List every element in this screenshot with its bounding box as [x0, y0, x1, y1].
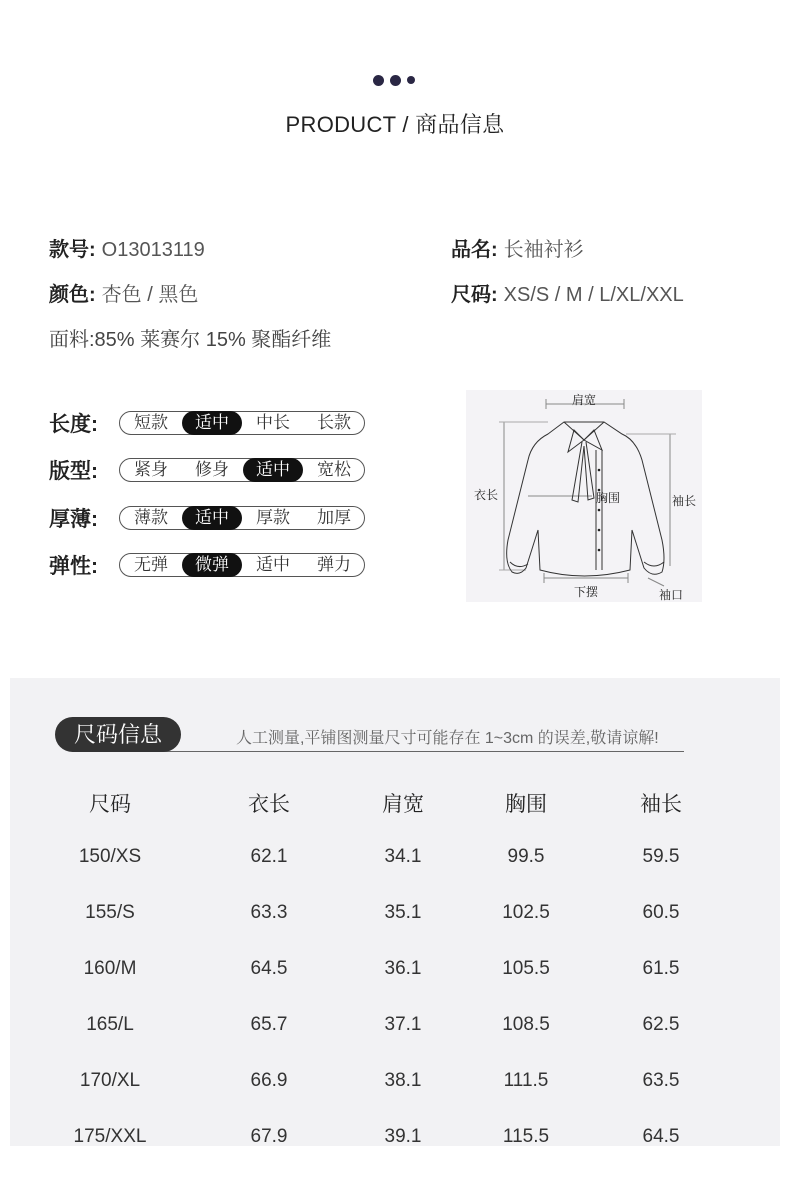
product-name-label: 品名: — [451, 239, 498, 261]
table-row-size: 165/L — [86, 1014, 134, 1035]
table-cell: 66.9 — [250, 1070, 288, 1091]
measurement-note: 人工测量,平铺图测量尺寸可能存在 1~3cm 的误差,敬请谅解! — [236, 730, 659, 747]
table-header-cell: 衣长 — [248, 793, 290, 816]
table-cell: 37.1 — [384, 1014, 422, 1035]
dot-icon — [390, 75, 401, 86]
table-cell: 64.5 — [250, 958, 288, 979]
style-number-value: O13013119 — [101, 239, 205, 261]
attribute-option[interactable]: 薄款 — [134, 508, 168, 527]
measurement-diagram — [466, 390, 702, 602]
section-dots-icon — [373, 73, 421, 87]
table-cell: 35.1 — [384, 902, 422, 923]
attribute-selector — [119, 411, 365, 435]
table-row-size: 170/XL — [79, 1070, 141, 1091]
attribute-row — [49, 551, 365, 579]
diagram-label-hem: 下摆 — [574, 585, 599, 599]
table-cell: 99.5 — [507, 846, 545, 867]
page-title: PRODUCT / 商品信息 — [285, 112, 505, 137]
attribute-option[interactable]: 紧身 — [134, 460, 168, 479]
table-header-cell: 胸围 — [505, 793, 547, 816]
attribute-selector — [119, 553, 365, 577]
table-cell: 63.3 — [250, 902, 288, 923]
divider — [160, 751, 684, 752]
table-cell: 63.5 — [642, 1070, 680, 1091]
table-cell: 59.5 — [642, 846, 680, 867]
diagram-label-chest: 胸围 — [596, 491, 621, 505]
attribute-label: 长度: — [49, 413, 98, 436]
attribute-selector — [119, 506, 365, 530]
style-number — [49, 233, 205, 262]
table-cell: 38.1 — [384, 1070, 422, 1091]
attribute-row — [49, 504, 365, 532]
product-sizes-value: XS/S / M / L/XL/XXL — [503, 284, 684, 306]
attribute-option[interactable]: 短款 — [134, 413, 168, 432]
table-header-cell: 尺码 — [89, 793, 131, 816]
attribute-option[interactable]: 适中 — [182, 411, 242, 435]
table-header-cell: 肩宽 — [382, 793, 424, 816]
diagram-label-sleeve: 袖长 — [672, 494, 697, 508]
diagram-label-shoulder: 肩宽 — [572, 393, 597, 407]
attribute-option[interactable]: 长款 — [317, 413, 351, 432]
product-sizes — [451, 278, 684, 307]
attribute-option[interactable]: 适中 — [182, 506, 242, 530]
attribute-option[interactable]: 修身 — [195, 460, 229, 479]
table-cell: 36.1 — [384, 958, 422, 979]
attribute-selector — [119, 458, 365, 482]
table-cell: 115.5 — [502, 1126, 550, 1146]
dot-icon — [373, 75, 384, 86]
product-color-label: 颜色: — [49, 284, 96, 306]
attribute-label: 版型: — [49, 460, 98, 483]
table-cell: 60.5 — [642, 902, 680, 923]
table-cell: 61.5 — [642, 958, 680, 979]
table-row-size: 155/S — [85, 902, 135, 923]
table-cell: 64.5 — [642, 1126, 680, 1146]
diagram-label-length: 衣长 — [474, 488, 499, 502]
table-row-size: 150/XS — [78, 846, 142, 867]
table-cell: 108.5 — [502, 1014, 550, 1035]
attribute-row — [49, 409, 365, 437]
product-fabric: 面料:85% 莱赛尔 15% 聚酯纤维 — [49, 329, 332, 351]
table-cell: 105.5 — [502, 958, 550, 979]
size-info-badge: 尺码信息 — [55, 717, 181, 752]
attribute-label: 厚薄: — [49, 508, 98, 531]
table-header-cell: 袖长 — [640, 793, 682, 816]
product-color-value: 杏色 / 黑色 — [101, 284, 199, 306]
attribute-option[interactable]: 弹力 — [317, 555, 351, 574]
attribute-option[interactable]: 微弹 — [182, 553, 242, 577]
table-cell: 62.5 — [642, 1014, 680, 1035]
dot-icon — [407, 76, 415, 84]
product-name — [451, 233, 584, 262]
table-row-size: 160/M — [83, 958, 137, 979]
product-sizes-label: 尺码: — [451, 284, 498, 306]
table-cell: 34.1 — [384, 846, 422, 867]
product-name-value: 长袖衬衫 — [503, 239, 584, 261]
diagram-label-cuff: 袖口 — [659, 588, 684, 602]
attribute-row — [49, 456, 365, 484]
attribute-label: 弹性: — [49, 555, 98, 578]
shirt-outline-icon — [466, 390, 702, 602]
attribute-option[interactable]: 宽松 — [317, 460, 351, 479]
attribute-option[interactable]: 厚款 — [256, 508, 290, 527]
attribute-option[interactable]: 适中 — [243, 458, 303, 482]
style-number-label: 款号: — [49, 239, 96, 261]
table-cell: 67.9 — [250, 1126, 288, 1146]
attribute-option[interactable]: 无弹 — [134, 555, 168, 574]
size-info-panel — [10, 678, 780, 1146]
table-cell: 102.5 — [502, 902, 550, 923]
table-cell: 111.5 — [503, 1070, 549, 1091]
attribute-option[interactable]: 适中 — [256, 555, 290, 574]
table-cell: 65.7 — [250, 1014, 288, 1035]
attribute-option[interactable]: 中长 — [256, 413, 290, 432]
table-cell: 39.1 — [384, 1126, 422, 1146]
table-row-size: 175/XXL — [73, 1126, 147, 1146]
attribute-option[interactable]: 加厚 — [317, 508, 351, 527]
table-cell: 62.1 — [250, 846, 288, 867]
product-color — [49, 278, 198, 307]
